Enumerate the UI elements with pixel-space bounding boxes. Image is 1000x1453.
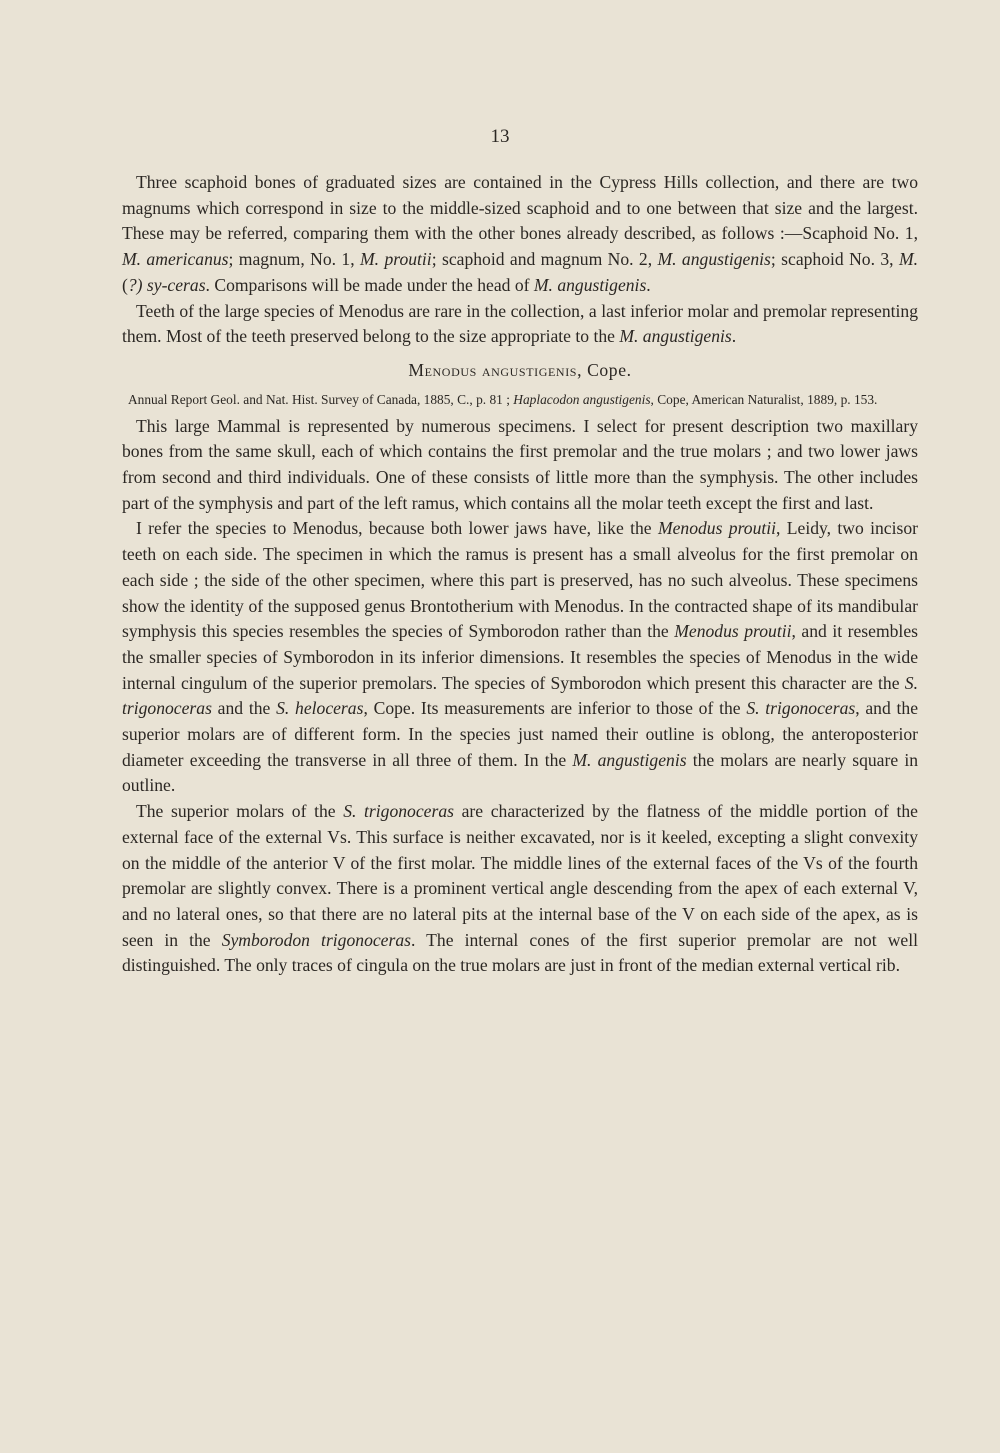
text-run: , and the superior molars are of different form. In the species just named their outline is oblong, the anteroposterior diameter exceeding the transverse in all three of them. In the <box>122 698 919 770</box>
text-run: ( <box>122 274 128 295</box>
species-name: M. angustigenis <box>619 326 732 347</box>
species-name: Haplacodon angustigenis <box>513 391 651 407</box>
text-run: ; magnum, No. 1, <box>228 249 361 270</box>
species-name: Menodus proutii <box>657 518 777 539</box>
text-run: , Cope. Its measurements are inferior to those of the <box>363 698 747 719</box>
text-run: . <box>646 274 651 295</box>
text-run: Teeth of the large species of Menodus are rare in the collection, a last inferior molar and premolar representing them. Most of the teeth preserved belong to the size appropriate to the <box>122 300 918 347</box>
paragraph-scaphoid-bones <box>122 170 918 299</box>
paragraph-teeth <box>122 299 918 350</box>
species-name: S. trigonoceras <box>343 801 454 822</box>
text-run: This large Mammal is represented by numerous specimens. I select for present description two maxillary bones from the same skull, each of which contains the first premolar and the true molars ; and two lower jaws from second and third individuals. One of these consists of little more than the symphysis. The other includes part of the symphysis and part of the left ramus, which contains all the molar teeth except the first and last. <box>122 415 918 513</box>
species-name: ?) sy-ceras <box>127 274 206 295</box>
body-text <box>122 170 918 979</box>
species-name: M. americanus <box>122 249 229 270</box>
text-run: . The internal cones of the first superior premolar are not well distinguished. The only traces of cingula on the true molars are just in front of the median external vertical rib. <box>122 929 918 976</box>
section-heading <box>122 358 918 384</box>
text-run: . <box>731 326 737 347</box>
text-run: I refer the species to Menodus, because both lower jaws have, like the <box>136 518 658 539</box>
text-run: and the <box>211 698 277 719</box>
paragraph-specimens <box>122 414 918 517</box>
species-name: S. trigonoceras <box>746 698 856 719</box>
species-name: M. angustigenis <box>657 249 771 270</box>
text-run: are characterized by the flatness of the middle portion of the external face of the external Vs. This surface is neither excavated, nor is it keeled, excepting a slight convexity on the middle of the anterior V of the first molar. The middle lines of the external faces of the Vs of the fourth premolar are slightly convex. There is a prominent vertical angle descending from the apex of each external V, and no lateral ones, so that there are no lateral pits at the internal base of the V on each side of the apex, as is seen in the <box>122 801 918 950</box>
paragraph-superior-molars <box>122 799 918 979</box>
text-run: Annual Report Geol. and Nat. Hist. Survey of Canada, 1885, C., p. 81 ; <box>128 391 514 407</box>
species-name: M. angustigenis <box>572 749 687 770</box>
text-run: , Leidy, two incisor teeth on each side. The specimen in which the ramus is present has a small alveolus for the first premolar on each side ; the side of the other specimen, where this part is preserved, has no such alveolus. These specimens show the identity of the supposed genus Brontotherium with Menodus. In the contracted shape of its mandibular symphysis this species resembles the species of Symborodon rather than the <box>122 518 918 642</box>
text-run: The superior molars of the <box>136 801 344 822</box>
species-name: Symborodon trigonoceras <box>221 929 411 950</box>
paragraph-menodus <box>122 516 918 799</box>
species-name: S. heloceras <box>276 698 364 719</box>
species-name: Menodus proutii <box>674 621 792 642</box>
text-run: , and it resembles the smaller species of Symborodon in its inferior dimensions. It resembles the species of Menodus in the wide internal cingulum of the superior premolars. The species of Symborodon which present this character are the <box>122 621 918 693</box>
text-run: ; scaphoid No. 3, <box>770 249 899 270</box>
text-run: ; scaphoid and magnum No. 2, <box>431 249 658 270</box>
species-name: M. proutii <box>360 249 432 270</box>
heading-species-name: Menodus angustigenis <box>408 359 578 380</box>
species-name: M. <box>898 249 919 270</box>
text-run: the molars are nearly square in outline. <box>122 749 919 796</box>
species-name: S. trigonoceras <box>122 672 918 719</box>
text-run: . Comparisons will be made under the head of <box>205 274 534 295</box>
citation <box>122 390 918 410</box>
species-name: M. angustigenis <box>533 274 647 295</box>
heading-author: , Cope. <box>577 359 632 380</box>
page-number: 13 <box>490 126 510 147</box>
text-run: Three scaphoid bones of graduated sizes are contained in the Cypress Hills collection, and there are two magnums which correspond in size to the middle-sized scaphoid and to one between that size and the largest. These may be referred, comparing them with the other bones already described, as follows :—Scaphoid No. 1, <box>122 172 918 244</box>
text-run: , Cope, American Naturalist, 1889, p. 153. <box>650 391 878 407</box>
